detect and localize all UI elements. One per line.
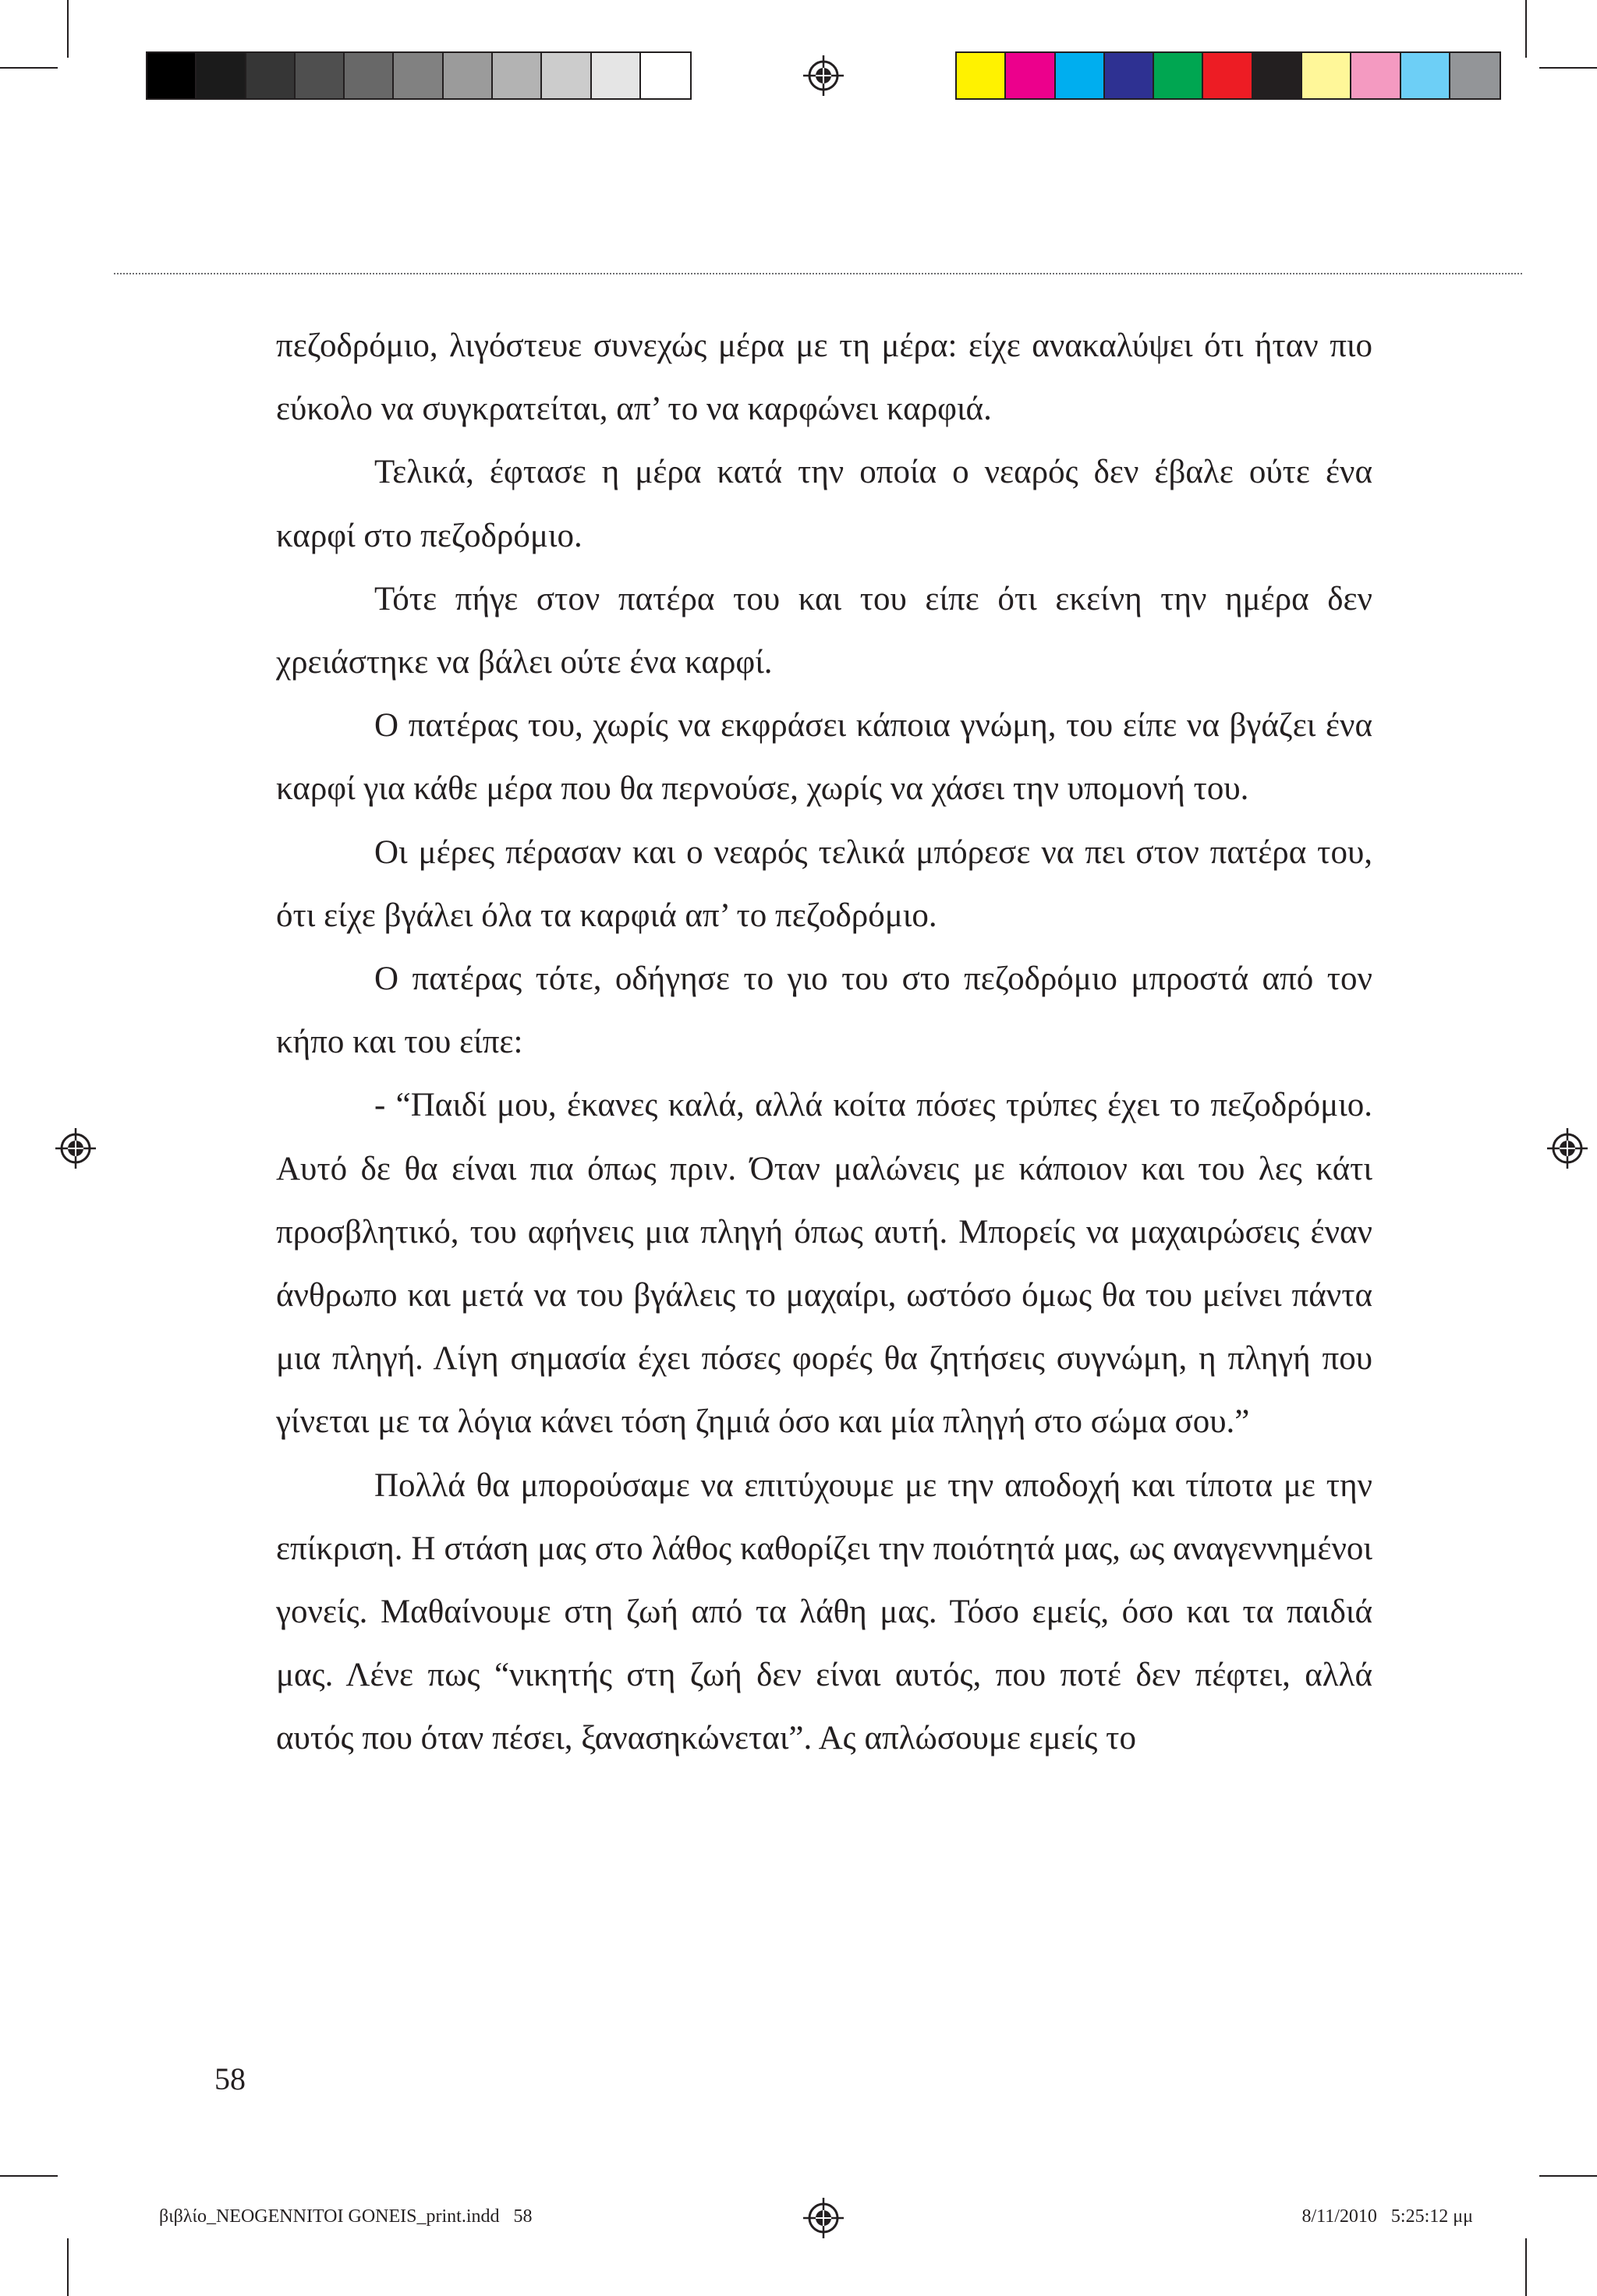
color-swatch — [1401, 53, 1450, 98]
registration-mark-icon — [803, 55, 844, 96]
paragraph: Ο πατέρας τότε, οδήγησε το γιο του στο πεζοδρόμιο μπροστά από τον κήπο και του είπε: — [276, 960, 1372, 1061]
page-number: 58 — [214, 2061, 246, 2096]
gray-swatch — [345, 53, 394, 98]
gray-swatch — [542, 53, 591, 98]
crop-mark-bottom-right-vertical — [1525, 2238, 1527, 2296]
process-color-bar — [955, 51, 1501, 100]
gray-swatch — [296, 53, 345, 98]
gray-swatch — [246, 53, 296, 98]
color-swatch — [1253, 53, 1302, 98]
paragraph: - “Παιδί μου, έκανες καλά, αλλά κοίτα πόσες τρύπες έχει το πεζοδρόμιο. Αυτό δε θα είναι πια όπως πριν. Όταν μαλώνεις με κάποιον και του λες κάτι προσβλητικό, του αφήνεις μια πληγή όπως αυτή. Μπορείς να μαχαιρώσεις έναν άνθρωπο και μετά να του βγάλεις το μαχαίρι, ωστόσο όμως θα του μείνει πάντα μια πληγή. Λίγη σημασία έχει πόσες φορές θα ζητήσεις συγνώμη, η πληγή που γίνεται με τα λόγια κάνει τόση ζημιά όσο και μία πληγή στο σώμα σου.” — [276, 1087, 1372, 1441]
paragraph: Πολλά θα μπορούσαμε να επιτύχουμε με την αποδοχή και τίποτα με την επίκριση. Η στάση μας στο λάθος καθορίζει την ποιότητά μας, ως αναγεννημένοι γονείς. Μαθαίνουμε στη ζωή από τα λάθη μας. Τόσο εμείς, όσο και τα παιδιά μας. Λένε πως “νικητής στη ζωή δεν είναι αυτός, που ποτέ δεν πέφτει, αλλά αυτός που όταν πέσει, ξανασηκώνεται”. Ας απλώσουμε εμείς το — [276, 1466, 1372, 1757]
crop-mark-bottom-left-horizontal — [0, 2175, 58, 2177]
crop-mark-top-right-vertical — [1525, 0, 1527, 58]
registration-mark-icon — [1547, 1128, 1588, 1169]
gray-swatch — [641, 53, 690, 98]
paragraph: Οι μέρες πέρασαν και ο νεαρός τελικά μπόρεσε να πει στον πατέρα του, ότι είχε βγάλει όλα τα καρφιά απ’ το πεζοδρόμιο. — [276, 833, 1372, 934]
paragraph: Τελικά, έφτασε η μέρα κατά την οποία ο νεαρός δεν έβαλε ούτε ένα καρφί στο πεζοδρόμιο. — [276, 454, 1372, 554]
gray-swatch — [493, 53, 542, 98]
color-swatch — [1351, 53, 1400, 98]
slug-filename: βιβλίο_NEOGENNITOI GONEIS_print.indd 58 — [159, 2206, 533, 2227]
slug-timestamp: 8/11/2010 5:25:12 μμ — [1301, 2206, 1473, 2227]
crop-mark-bottom-right-horizontal — [1539, 2175, 1597, 2177]
header-dotted-rule — [114, 273, 1522, 274]
color-swatch — [1154, 53, 1203, 98]
crop-mark-top-right-horizontal — [1539, 67, 1597, 69]
body-text — [276, 314, 1372, 1771]
grayscale-color-bar — [146, 51, 692, 100]
registration-mark-icon — [55, 1128, 96, 1169]
gray-swatch — [197, 53, 246, 98]
paragraph: πεζοδρόμιο, λιγόστευε συνεχώς μέρα με τη μέρα: είχε ανακαλύψει ότι ήταν πιο εύκολο να συγκρατείται, απ’ το να καρφώνει καρφιά. — [276, 327, 1372, 428]
gray-swatch — [147, 53, 197, 98]
paragraph: Τότε πήγε στον πατέρα του και του είπε ότι εκείνη την ημέρα δεν χρειάστηκε να βάλει ούτε ένα καρφί. — [276, 580, 1372, 681]
color-swatch — [1302, 53, 1351, 98]
color-swatch — [1450, 53, 1500, 98]
paragraph: Ο πατέρας του, χωρίς να εκφράσει κάποια γνώμη, του είπε να βγάζει ένα καρφί για κάθε μέρα που θα περνούσε, χωρίς να χάσει την υπομονή του. — [276, 707, 1372, 808]
color-swatch — [1006, 53, 1055, 98]
color-swatch — [1056, 53, 1105, 98]
color-swatch — [957, 53, 1006, 98]
crop-mark-top-left-horizontal — [0, 67, 58, 69]
crop-mark-top-left-vertical — [67, 0, 69, 58]
gray-swatch — [592, 53, 641, 98]
crop-mark-bottom-left-vertical — [67, 2238, 69, 2296]
registration-mark-icon — [803, 2198, 844, 2238]
gray-swatch — [394, 53, 443, 98]
color-swatch — [1105, 53, 1154, 98]
gray-swatch — [444, 53, 493, 98]
color-swatch — [1203, 53, 1252, 98]
